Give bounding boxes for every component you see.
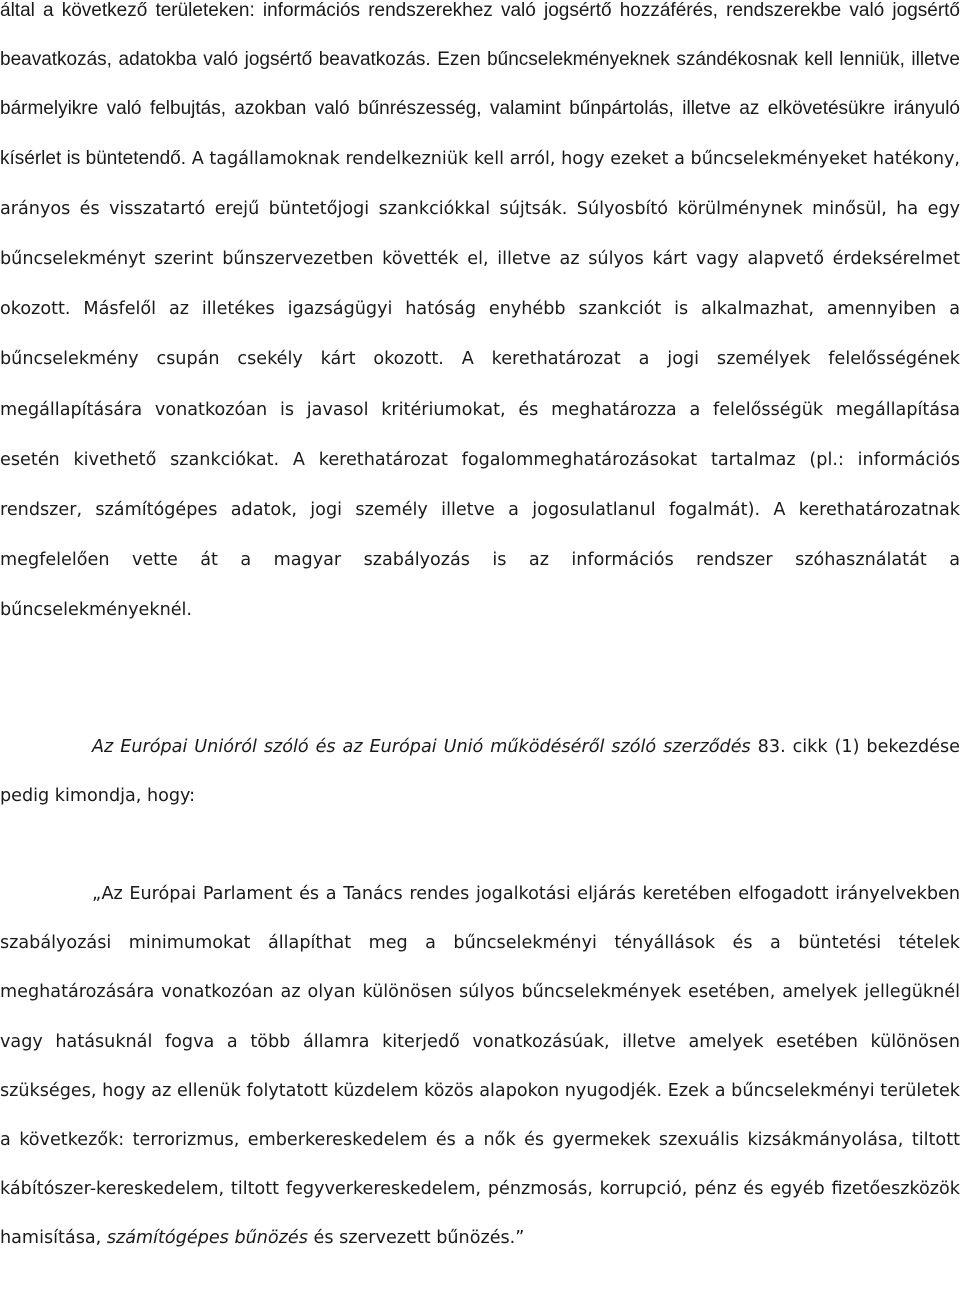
quote-end: és szervezett bűnözés.” [307, 1228, 525, 1249]
quote-text: „Az Európai Parlament és a Tanács rendes jogalkotási eljárás keretében elfogadott irányelvekben szabályozási minimumokat állapíthat meg a bűncselekményi tényállások és a büntetési tételek meghatározására vonatkozóan az olyan különösen súlyos bűncselekmények esetében, amelyek jellegüknél vagy hatásuknál fogva a több államra kiterjedő vonatkozásúak, illetve amelyek esetében különösen szükséges, hogy az ellenük folytatott küzdelem közös alapokon nyugodjék. Ezek a bűncselekményi területek a következők: terrorizmus, emberkereskedelem és a nők és gyermekek szexuális kizsákmányolása, tiltott kábítószer-kereskedelem, tiltott fegyverkereskedelem, pénzmosás, korrupció, pénz és egyéb fizetőeszközök hamisítása, [0, 884, 960, 1249]
paragraph-cybercrime-framework [0, 0, 960, 636]
paragraph-treaty-intro [0, 723, 960, 821]
paragraph-text-part2: A tagállamoknak rendelkezniük kell arról, hogy ezeket a bűncselekményeket hatékony, arányos és visszatartó erejű büntetőjogi szankciókkal sújtsák. Súlyosbító körülménynek minősül, ha egy bűncselekményt szerint bűnszervezetben követték el, illetve az súlyos kárt vagy alapvető érdeksérelmet okozott. Másfelől az illetékes igazságügyi hatóság enyhébb szankciót is alkalmazhat, amennyiben a bűncselekmény csupán csekély kárt okozott. A kerethatározat a jogi személyek felelősségének megállapítására vonatkozóan is javasol kritériumokat, és meghatározza a felelősségük megállapítása esetén kivethető szankciókat. A kerethatározat fogalommeghatározásokat tartalmaz (pl.: információs rendszer, számítógépes adatok, jogi személy illetve a jogosulatlanul fogalmát). A kerethatározatnak megfelelően vette át a magyar szabályozás is az információs rendszer szóhasználatát a bűncselekményeknél. [0, 148, 960, 621]
quote-italic-term: számítógépes bűnözés [106, 1228, 308, 1249]
paragraph-text-part1: által a következő területeken: információs rendszerekhez való jogsértő hozzáférés, rendszerekbe való jogsértő beavatkozás, adatokba való jogsértő beavatkozás. Ezen bűncselekményeknek szándékosnak kell lenniük, illetve bármelyikre való felbujtás, azokban való bűnrészesség, valamint bűnpártolás, illetve az elkövetésükre irányuló kísérlet is büntetendő. [0, 0, 960, 169]
treaty-title: Az Európai Unióról szóló és az Európai Unió működéséről szóló szerződés [92, 737, 751, 757]
treaty-article-text: 83. cikk (1) bekezdése pedig kimondja, hogy: [0, 737, 960, 807]
paragraph-treaty-quote [0, 870, 960, 1264]
